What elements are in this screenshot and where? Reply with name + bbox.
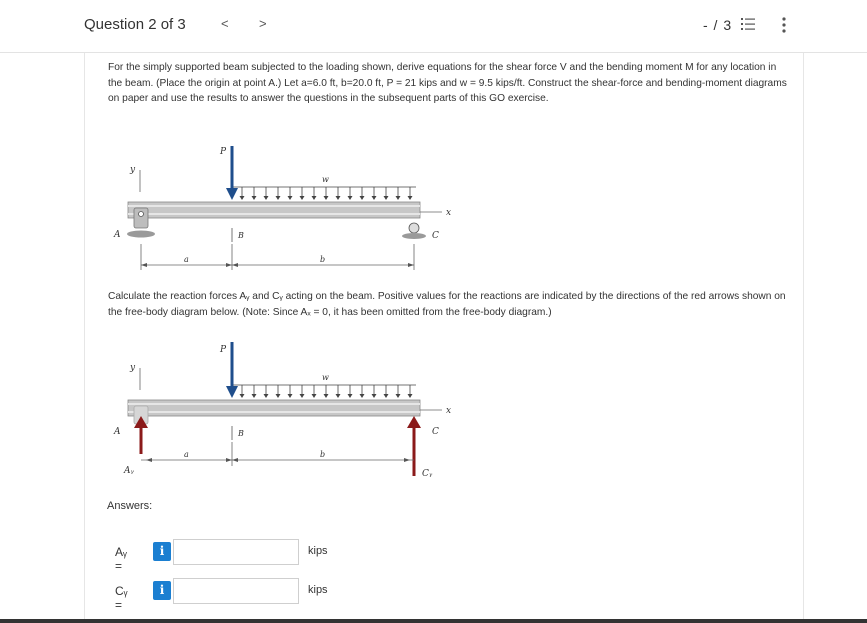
reaction-ay-label: Aᵧ <box>124 466 134 476</box>
prev-question-button[interactable]: < <box>221 16 229 31</box>
dim-a-label: a <box>184 255 189 264</box>
more-options-icon[interactable] <box>781 17 787 38</box>
point-c-label: C <box>432 427 439 437</box>
beam <box>128 400 420 416</box>
free-body-diagram <box>106 330 466 480</box>
ay-answer-input[interactable] <box>173 539 299 565</box>
distributed-load <box>232 187 416 200</box>
dimension-lines <box>141 442 414 466</box>
reaction-cy-label: Cᵧ <box>422 469 433 479</box>
answers-label: Answers: <box>107 500 153 512</box>
reaction-arrow-c <box>407 416 421 476</box>
reaction-prompt: Calculate the reaction forces Aᵧ and Cᵧ acting on the beam. Positive values for the reactions are indicated by the directions of the red arrows shown on the free-body diagram below. (Note: Since Aₓ = 0, it has been omitted from the free-body diagram.) <box>108 291 786 318</box>
problem-statement: For the simply supported beam subjected to the loading shown, derive equations for the shear force V and the bending moment M for any location in the beam. (Place the origin at point A.) Let a=6.0 ft, b=20.0 ft, P = 21 kips and w = 9.5 kips/ft. Construct the shear-force and bending-moment diagrams on paper and use the results to answer the questions in the subsequent parts of this GO exercise. <box>108 62 787 105</box>
x-axis-label: x <box>446 406 452 416</box>
dim-b-label: b <box>320 255 326 264</box>
y-axis-label: y <box>130 165 136 175</box>
answer-var-ay: Aᵧ = <box>115 545 127 573</box>
answer-unit-cy: kips <box>308 584 328 596</box>
load-P-label: P <box>220 147 227 157</box>
point-c-label: C <box>432 231 439 241</box>
bottom-border <box>0 619 867 623</box>
point-a-label: A <box>114 427 121 437</box>
info-icon[interactable]: i <box>153 581 171 600</box>
next-question-button[interactable]: > <box>259 16 267 31</box>
question-header <box>0 0 867 53</box>
dim-a-label: a <box>184 450 189 459</box>
point-a-label: A <box>114 230 121 240</box>
load-P-label: P <box>220 345 227 355</box>
beam-loading-diagram <box>106 132 466 282</box>
question-score: - / 3 <box>703 17 733 33</box>
load-w-label: w <box>322 373 329 382</box>
beam <box>128 202 420 218</box>
x-axis-label: x <box>446 208 452 218</box>
roller-support-c <box>402 223 426 239</box>
y-axis-label: y <box>130 363 136 373</box>
answer-var-cy: Cᵧ = <box>115 584 128 612</box>
point-b-label: B <box>238 429 244 438</box>
cy-answer-input[interactable] <box>173 578 299 604</box>
load-w-label: w <box>322 175 329 184</box>
dimension-lines <box>141 244 414 270</box>
dim-b-label: b <box>320 450 326 459</box>
answer-unit-ay: kips <box>308 545 328 557</box>
info-icon[interactable]: i <box>153 542 171 561</box>
question-counter: Question 2 of 3 <box>84 16 186 33</box>
question-list-icon[interactable] <box>741 17 755 36</box>
distributed-load <box>232 385 416 398</box>
point-b-label: B <box>238 231 244 240</box>
